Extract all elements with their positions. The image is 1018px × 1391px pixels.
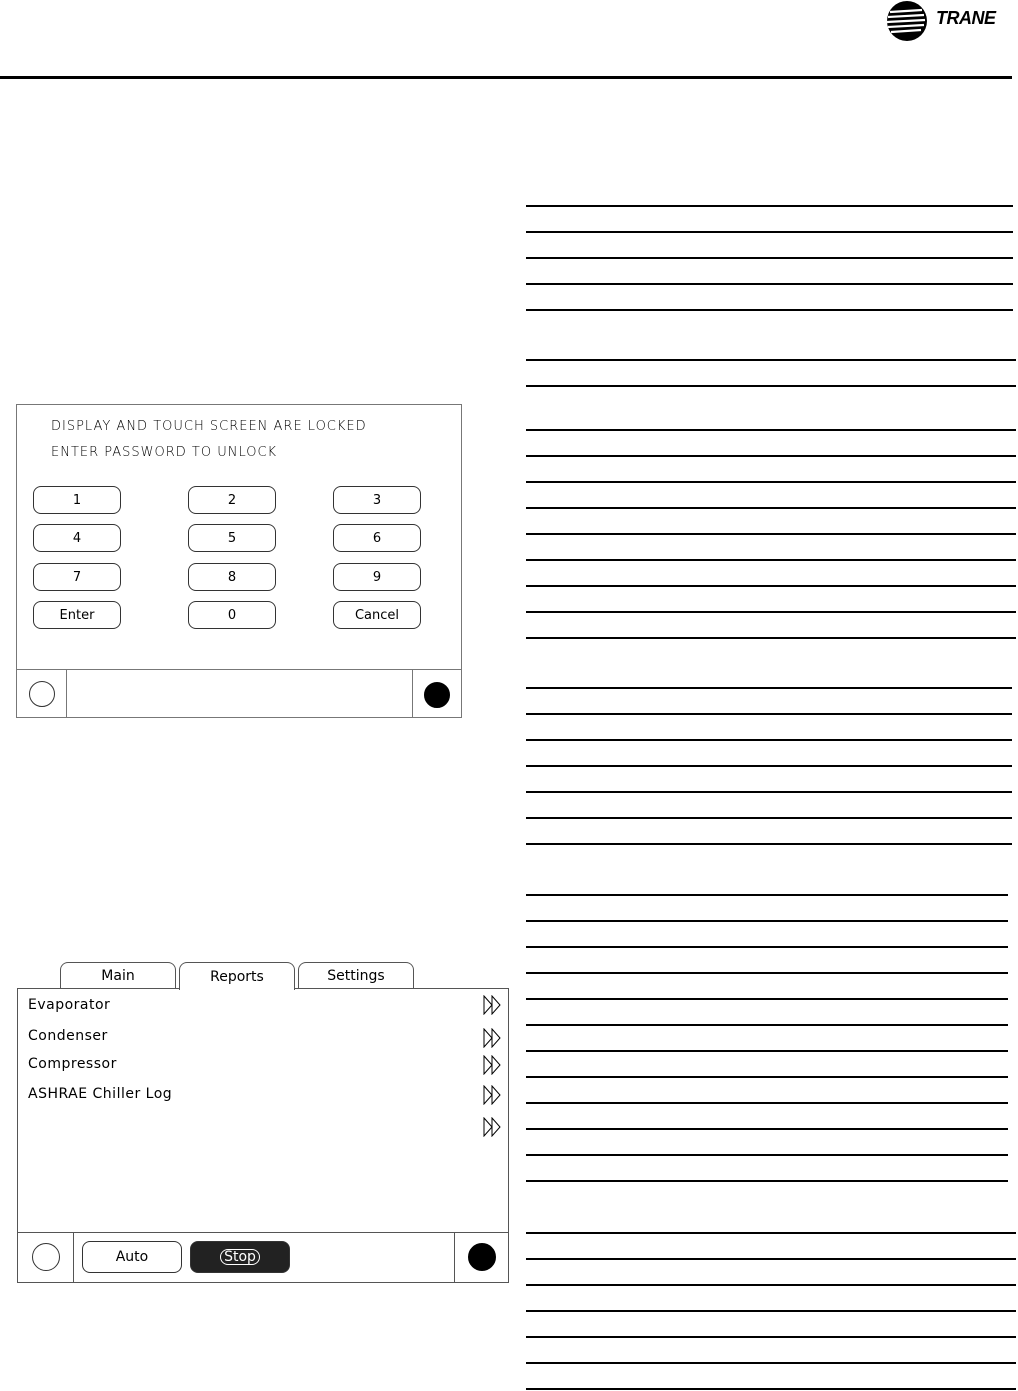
- report-item-compressor[interactable]: Compressor: [28, 1056, 117, 1072]
- double-chevron-right-icon[interactable]: [482, 1117, 502, 1137]
- key-9[interactable]: 9: [333, 563, 421, 591]
- key-2[interactable]: 2: [188, 486, 276, 514]
- tab-reports[interactable]: Reports: [179, 962, 295, 990]
- status-bar-separator: [454, 1232, 455, 1282]
- report-item-ashrae-log[interactable]: ASHRAE Chiller Log: [28, 1086, 173, 1102]
- key-5[interactable]: 5: [188, 524, 276, 552]
- status-bar-divider: [18, 1232, 508, 1233]
- enter-button[interactable]: Enter: [33, 601, 121, 629]
- stop-button-label: Stop: [220, 1249, 260, 1265]
- alarm-indicator-icon[interactable]: [424, 682, 450, 708]
- unlock-instruction: ENTER PASSWORD TO UNLOCK: [51, 445, 278, 460]
- double-chevron-right-icon[interactable]: [482, 1055, 502, 1075]
- cancel-button[interactable]: Cancel: [333, 601, 421, 629]
- alarm-indicator-icon[interactable]: [468, 1243, 496, 1271]
- status-bar-separator: [66, 669, 67, 717]
- brand-name: TRANE: [936, 8, 996, 28]
- status-indicator-icon[interactable]: [29, 681, 55, 707]
- reports-panel: [17, 988, 509, 1283]
- tab-main[interactable]: Main: [60, 962, 176, 989]
- auto-button[interactable]: Auto: [82, 1241, 182, 1273]
- key-7[interactable]: 7: [33, 563, 121, 591]
- stop-button[interactable]: [190, 1241, 290, 1273]
- lock-message: DISPLAY AND TOUCH SCREEN ARE LOCKED: [51, 419, 367, 434]
- status-bar-separator: [412, 669, 413, 717]
- report-item-evaporator[interactable]: Evaporator: [28, 997, 111, 1013]
- key-1[interactable]: 1: [33, 486, 121, 514]
- key-4[interactable]: 4: [33, 524, 121, 552]
- report-item-condenser[interactable]: Condenser: [28, 1028, 108, 1044]
- tab-settings[interactable]: Settings: [298, 962, 414, 989]
- key-0[interactable]: 0: [188, 601, 276, 629]
- double-chevron-right-icon[interactable]: [482, 1028, 502, 1048]
- double-chevron-right-icon[interactable]: [482, 995, 502, 1015]
- status-indicator-icon[interactable]: [32, 1243, 60, 1271]
- lock-screen-panel: [16, 404, 462, 718]
- double-chevron-right-icon[interactable]: [482, 1085, 502, 1105]
- header-rule: [0, 76, 1012, 79]
- status-bar-separator: [73, 1232, 74, 1282]
- key-3[interactable]: 3: [333, 486, 421, 514]
- key-6[interactable]: 6: [333, 524, 421, 552]
- status-bar-divider: [17, 669, 461, 670]
- key-8[interactable]: 8: [188, 563, 276, 591]
